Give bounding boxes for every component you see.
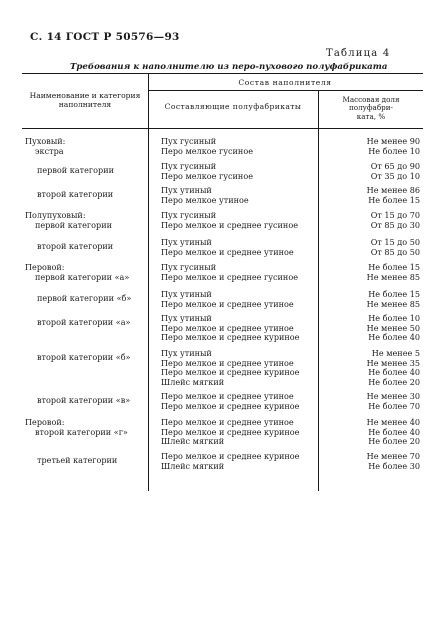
row-mass-share-line: Не более 70 <box>368 400 420 411</box>
col3-header-line: Массовая доля <box>342 95 400 104</box>
row-components <box>161 314 299 343</box>
col1-header-line: Наименование и категория <box>29 91 141 100</box>
row-components-line: Перо мелкое и среднее утиное <box>161 246 294 257</box>
row-components <box>161 263 298 282</box>
row-mass-share <box>320 186 420 205</box>
row-mass-share <box>320 349 420 387</box>
row-mass-share <box>320 290 420 309</box>
row-mass-share <box>320 418 420 447</box>
row-name <box>25 211 112 230</box>
row-name-line: второй категории «б» <box>37 352 131 362</box>
row-name <box>25 318 130 328</box>
col1-divider <box>148 73 149 491</box>
row-components <box>161 349 299 387</box>
row-components <box>161 137 253 156</box>
row-name <box>25 456 117 466</box>
row-components-line: Шлейс мягкий <box>161 376 225 387</box>
row-components-line: Перо мелкое и среднее куриное <box>161 451 300 461</box>
row-mass-share-line: Не менее 70 <box>366 451 420 461</box>
group-rule <box>148 90 423 91</box>
row-mass-share-line: Не менее 85 <box>366 271 420 282</box>
row-mass-share <box>320 162 420 181</box>
row-mass-share <box>320 211 420 230</box>
row-mass-share-line: Не более 20 <box>368 376 420 387</box>
row-name-line: экстра <box>35 145 64 156</box>
row-components-line: Пух гусиный <box>161 161 217 171</box>
row-mass-share-line: От 15 до 50 <box>370 237 420 247</box>
row-components <box>161 211 298 230</box>
row-mass-share-line: Не менее 50 <box>366 322 420 333</box>
row-components <box>161 238 294 257</box>
row-mass-share-line: Не менее 86 <box>366 185 420 195</box>
row-mass-share-line: Не менее 40 <box>366 417 420 427</box>
row-mass-share-line: Не более 15 <box>368 194 420 205</box>
row-components-line: Перо мелкое и среднее куриное <box>161 332 300 343</box>
row-components-line: Перо мелкое утиное <box>161 194 249 205</box>
row-name <box>25 242 113 252</box>
row-components-line: Пух гусиный <box>161 136 217 146</box>
row-components-line: Пух утиный <box>161 185 212 195</box>
row-name <box>25 353 131 363</box>
row-mass-share-line: Не более 15 <box>368 262 420 272</box>
row-mass-share <box>320 452 420 471</box>
row-mass-share-line: Не более 20 <box>368 436 420 447</box>
row-components-line: Перо мелкое и среднее утиное <box>161 298 294 309</box>
col3-header <box>320 96 422 121</box>
row-name <box>25 418 128 437</box>
row-name <box>25 166 114 176</box>
row-name <box>25 263 129 282</box>
row-components <box>161 162 253 181</box>
row-components-line: Перо мелкое и среднее куриное <box>161 426 300 437</box>
row-mass-share-line: Не более 40 <box>368 367 420 378</box>
table-caption: Требования к наполнителю из перо-пухового полуфабриката <box>70 62 388 72</box>
row-components-line: Пух гусиный <box>161 262 217 272</box>
row-components-line: Пух утиный <box>161 348 212 358</box>
row-components-line: Перо мелкое гусиное <box>161 170 253 181</box>
col2-header: Составляющие полуфабрикаты <box>164 102 302 111</box>
row-components-line: Перо мелкое и среднее утиное <box>161 357 294 368</box>
row-mass-share <box>320 392 420 411</box>
row-mass-share-line: Не более 40 <box>368 332 420 343</box>
row-name-line: второй категории <box>37 189 114 199</box>
col1-header <box>24 91 146 109</box>
row-components-line: Перо мелкое и среднее утиное <box>161 417 294 427</box>
row-mass-share <box>320 238 420 257</box>
row-mass-share-line: Не более 10 <box>368 145 420 156</box>
col1-header-line: наполнителя <box>58 100 112 109</box>
row-name <box>25 294 131 304</box>
row-name-line: второй категории <box>37 241 114 251</box>
row-mass-share-line: От 85 до 30 <box>370 219 420 230</box>
row-mass-share <box>320 263 420 282</box>
row-mass-share-line: Не более 30 <box>368 460 420 471</box>
row-name-line: второй категории «а» <box>37 317 131 327</box>
row-mass-share-line: Не менее 30 <box>366 391 420 401</box>
row-components-line: Пух утиный <box>161 313 212 323</box>
row-components-line: Шлейс мягкий <box>161 460 225 471</box>
table-label: Таблица 4 <box>326 48 391 59</box>
row-name-line: первой категории <box>35 219 112 230</box>
table-top-rule <box>22 73 423 74</box>
row-mass-share-line: Не более 15 <box>368 289 420 299</box>
row-components-line: Пух утиный <box>161 237 212 247</box>
row-mass-share-line: Не менее 5 <box>371 348 420 358</box>
row-mass-share-line: Не более 10 <box>368 313 420 323</box>
row-name <box>25 137 65 156</box>
row-components-line: Пух утиный <box>161 289 212 299</box>
row-components <box>161 452 299 471</box>
row-mass-share-line: От 35 до 10 <box>370 170 420 181</box>
row-mass-share-line: От 85 до 50 <box>370 246 420 257</box>
row-name-line: первой категории «а» <box>35 271 130 282</box>
row-name-line: Пуховый: <box>25 136 66 146</box>
row-name-line: первой категории <box>37 165 114 175</box>
row-components-line: Перо мелкое и среднее утиное <box>161 391 294 401</box>
row-mass-share-line: От 65 до 90 <box>370 161 420 171</box>
row-components-line: Пух гусиный <box>161 210 217 220</box>
row-components <box>161 418 299 447</box>
row-name-line: Полупуховый: <box>25 210 86 220</box>
row-mass-share-line: Не менее 85 <box>366 298 420 309</box>
row-name <box>25 396 130 406</box>
row-components <box>161 290 294 309</box>
header-bottom-rule <box>22 128 423 129</box>
row-name-line: Перовой: <box>25 417 65 427</box>
row-components-line: Перо мелкое и среднее гусиное <box>161 271 298 282</box>
row-name-line: третьей категории <box>37 455 118 465</box>
row-components-line: Перо мелкое и среднее куриное <box>161 400 300 411</box>
col2-divider <box>318 90 319 491</box>
page-header: С. 14 ГОСТ Р 50576—93 <box>30 31 180 43</box>
col3-header-line: полуфабри- <box>349 103 393 113</box>
group-header: Состав наполнителя <box>238 78 332 87</box>
row-components-line: Перо мелкое и среднее гусиное <box>161 219 298 230</box>
row-components-line: Перо мелкое гусиное <box>161 145 253 156</box>
row-name-line: второй категории «в» <box>37 395 131 405</box>
row-mass-share-line: Не более 40 <box>368 426 420 437</box>
row-mass-share-line: Не менее 90 <box>366 136 420 146</box>
row-mass-share <box>320 137 420 156</box>
row-components-line: Шлейс мягкий <box>161 436 225 447</box>
row-mass-share-line: Не менее 35 <box>366 357 420 368</box>
row-name-line: Перовой: <box>25 262 65 272</box>
row-name-line: первой категории «б» <box>37 293 132 303</box>
row-components-line: Перо мелкое и среднее утиное <box>161 322 294 333</box>
row-mass-share-line: От 15 до 70 <box>370 210 420 220</box>
row-name <box>25 190 113 200</box>
row-components-line: Перо мелкое и среднее куриное <box>161 367 300 378</box>
row-components <box>161 186 249 205</box>
row-components <box>161 392 299 411</box>
row-name-line: второй категории «г» <box>35 426 128 437</box>
row-mass-share <box>320 314 420 343</box>
col3-header-line: ката, % <box>356 111 386 121</box>
